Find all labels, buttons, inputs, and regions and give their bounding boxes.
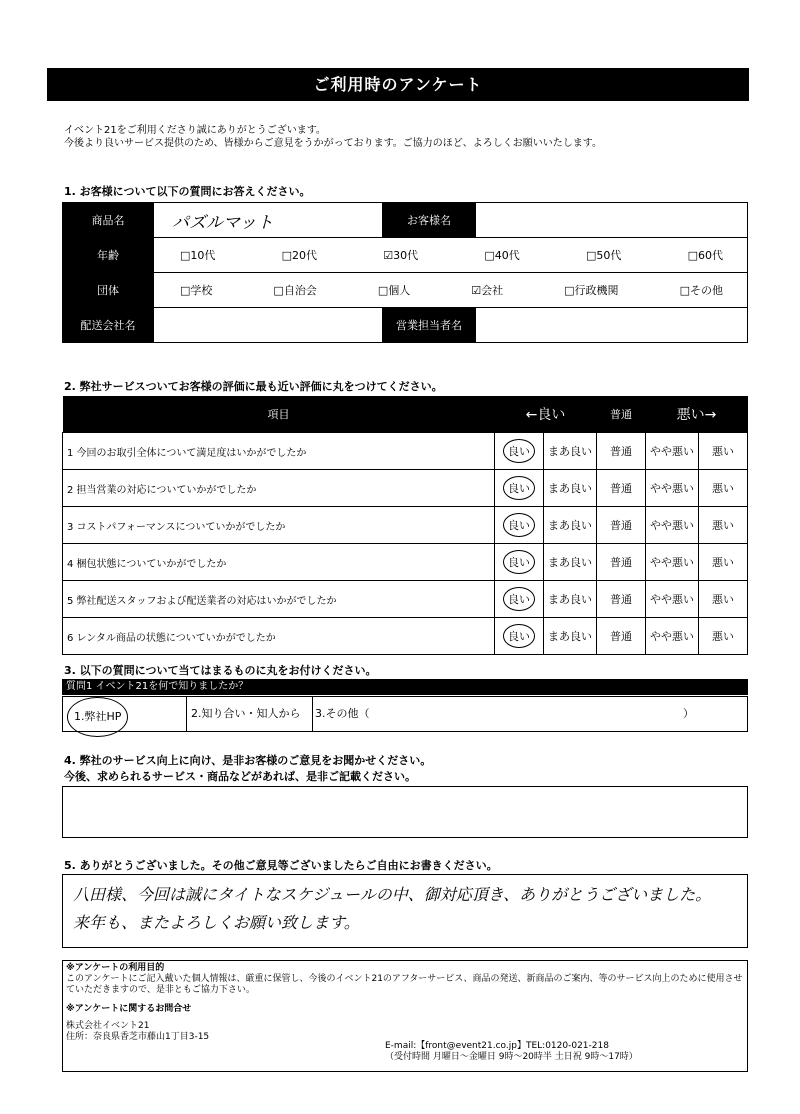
rating-normal-label: 普通 [610, 445, 632, 458]
free-comment-field[interactable] [62, 874, 748, 948]
purpose-title: ※アンケートの利用目的 [66, 963, 165, 973]
source-option-website-label: 1.弊社HP [67, 697, 128, 737]
rating-somewhat-bad-label: やや悪い [650, 519, 694, 532]
col-item-header: 項目 [63, 396, 495, 433]
rating-bad[interactable] [699, 618, 748, 655]
source-option-acquaintance[interactable]: 2.知り合い・知人から [187, 697, 313, 731]
rating-normal-label: 普通 [610, 593, 632, 606]
rating-bad-label: 悪い [712, 556, 734, 569]
rating-good[interactable] [495, 507, 544, 544]
rating-row [63, 618, 748, 655]
rating-good-label: 良い [503, 624, 535, 648]
rating-fairly-good[interactable] [544, 618, 597, 655]
rating-normal[interactable] [597, 507, 646, 544]
rating-normal[interactable] [597, 581, 646, 618]
product-value: パズルマット [172, 212, 274, 233]
section3-options [62, 696, 748, 732]
rating-somewhat-bad[interactable] [646, 433, 699, 470]
group-option-individual[interactable]: □個人 [377, 284, 411, 297]
rating-question: 4 梱包状態についていかがでしたか [63, 544, 495, 581]
notes-box [62, 960, 748, 1072]
rating-fairly-good-label: まあ良い [548, 556, 592, 569]
rating-fairly-good[interactable] [544, 544, 597, 581]
col-good-header: ←良い [495, 396, 597, 433]
rating-bad-label: 悪い [712, 593, 734, 606]
rating-somewhat-bad-label: やや悪い [650, 630, 694, 643]
source-option-other-close: ） [683, 707, 694, 720]
rating-somewhat-bad[interactable] [646, 544, 699, 581]
rating-bad[interactable] [699, 507, 748, 544]
rating-somewhat-bad[interactable] [646, 581, 699, 618]
rating-normal-label: 普通 [610, 519, 632, 532]
rating-bad-label: 悪い [712, 630, 734, 643]
section4-heading-2: 今後、求められるサービス・商品などがあれば、是非ご記載ください。 [64, 770, 416, 783]
rating-bad-label: 悪い [712, 482, 734, 495]
group-label: 団体 [63, 273, 154, 308]
rating-row [63, 507, 748, 544]
rating-bad-label: 悪い [712, 519, 734, 532]
product-field[interactable] [154, 203, 383, 238]
rating-fairly-good-label: まあ良い [548, 445, 592, 458]
group-options [154, 273, 748, 308]
purpose-text: このアンケートにご記入戴いた個人情報は、厳重に保管し、今後のイベント21のアフターサービス、商品の発送、新商品のご案内、等のサービス向上のために使用させていただきますので、是非ともご協力下さい。 [66, 974, 743, 995]
company-address: 住所：奈良県香芝市藤山1丁目3-15 [66, 1032, 210, 1042]
col-normal-header: 普通 [597, 396, 646, 433]
rating-normal[interactable] [597, 544, 646, 581]
rating-table [62, 396, 748, 655]
rating-question: 1 今回のお取引全体について満足度はいかがでしたか [63, 433, 495, 470]
rating-question: 5 弊社配送スタッフおよび配送業者の対応はいかがでしたか [63, 581, 495, 618]
rating-bad[interactable] [699, 544, 748, 581]
section3-heading: 3. 以下の質問について当てはまるものに丸をお付けください。 [64, 664, 377, 677]
section4-heading-1: 4. 弊社のサービス向上に向け、是非お客様のご意見をお聞かせください。 [64, 754, 432, 767]
rating-fairly-good[interactable] [544, 433, 597, 470]
page-title: ご利用時のアンケート [47, 68, 749, 101]
group-option-school[interactable]: □学校 [180, 284, 213, 297]
customer-name-field[interactable] [476, 203, 748, 238]
group-option-government[interactable]: □行政機関 [564, 284, 619, 297]
comment-line-1: 八田様、今回は誠にタイトなスケジュールの中、御対応頂き、ありがとうございました。 [73, 885, 712, 904]
col-bad-header: 悪い→ [646, 396, 748, 433]
age-option-50s[interactable]: □50代 [585, 249, 622, 262]
shipping-company-label: 配送会社名 [63, 308, 154, 343]
customer-info-table [62, 202, 748, 343]
rating-bad-label: 悪い [712, 445, 734, 458]
rating-somewhat-bad-label: やや悪い [650, 482, 694, 495]
rating-good-label: 良い [503, 513, 535, 537]
rating-normal-label: 普通 [610, 556, 632, 569]
rating-somewhat-bad-label: やや悪い [650, 556, 694, 569]
rating-somewhat-bad-label: やや悪い [650, 445, 694, 458]
section1-heading: 1. お客様について以下の質問にお答えください。 [64, 185, 311, 198]
rating-fairly-good[interactable] [544, 470, 597, 507]
age-option-30s[interactable]: ☑30代 [383, 249, 419, 262]
age-options [154, 238, 748, 273]
intro-line-2: 今後より良いサービス提供のため、皆様からご意見をうかがっております。ご協力のほど、よろしくお願いいたします。 [64, 138, 602, 149]
group-option-other[interactable]: □その他 [679, 284, 723, 297]
rating-somewhat-bad[interactable] [646, 470, 699, 507]
rating-bad[interactable] [699, 581, 748, 618]
company-name: 株式会社イベント21 [66, 1021, 150, 1031]
rating-question: 3 コストパフォーマンスについていかがでしたか [63, 507, 495, 544]
rating-row [63, 470, 748, 507]
rating-somewhat-bad[interactable] [646, 507, 699, 544]
rating-fairly-good[interactable] [544, 581, 597, 618]
rating-good-label: 良い [503, 587, 535, 611]
intro-line-1: イベント21をご利用くださり誠にありがとうございます。 [64, 125, 326, 136]
group-option-company[interactable]: ☑会社 [471, 284, 504, 297]
age-option-40s[interactable]: □40代 [484, 249, 520, 262]
age-option-20s[interactable]: □20代 [281, 249, 318, 262]
section2-heading: 2. 弊社サービスついてお客様の評価に最も近い評価に丸をつけてください。 [64, 380, 443, 393]
rating-good[interactable] [495, 433, 544, 470]
rating-row [63, 581, 748, 618]
rating-normal[interactable] [597, 433, 646, 470]
rating-somewhat-bad[interactable] [646, 618, 699, 655]
section5-heading: 5. ありがとうございました。その他ご意見等ございましたらご自由にお書きください。 [64, 859, 498, 872]
sales-rep-field[interactable] [476, 308, 748, 343]
customer-name-label: お客様名 [383, 203, 476, 238]
rating-somewhat-bad-label: やや悪い [650, 593, 694, 606]
service-request-field[interactable] [62, 786, 748, 838]
rating-normal[interactable] [597, 618, 646, 655]
rating-fairly-good-label: まあ良い [548, 519, 592, 532]
rating-fairly-good-label: まあ良い [548, 630, 592, 643]
source-option-other[interactable]: 3.その他（ [315, 707, 370, 720]
rating-normal-label: 普通 [610, 630, 632, 643]
rating-good-label: 良い [503, 439, 535, 463]
rating-good[interactable] [495, 470, 544, 507]
age-option-60s[interactable]: □60代 [687, 249, 723, 262]
rating-fairly-good[interactable] [544, 507, 597, 544]
group-option-association[interactable]: □自治会 [273, 284, 317, 297]
product-label: 商品名 [63, 203, 154, 238]
rating-normal[interactable] [597, 470, 646, 507]
age-option-10s[interactable]: □10代 [180, 249, 216, 262]
sales-rep-label: 営業担当者名 [383, 308, 476, 343]
rating-row [63, 544, 748, 581]
rating-bad[interactable] [699, 470, 748, 507]
comment-line-2: 来年も、またよろしくお願い致します。 [73, 913, 360, 932]
rating-normal-label: 普通 [610, 482, 632, 495]
rating-good-label: 良い [503, 476, 535, 500]
rating-good[interactable] [495, 544, 544, 581]
rating-good[interactable] [495, 618, 544, 655]
rating-row [63, 433, 748, 470]
rating-good[interactable] [495, 581, 544, 618]
contact-hours: （受付時間 月曜日～金曜日 9時～20時半 土日祝 9時～17時） [385, 1052, 638, 1062]
contact-title: ※アンケートに関するお問合せ [66, 1004, 192, 1014]
section3-question: 質問1 イベント21を何で知りましたか？ [62, 679, 748, 695]
rating-question: 2 担当営業の対応についていかがでしたか [63, 470, 495, 507]
rating-good-label: 良い [503, 550, 535, 574]
rating-fairly-good-label: まあ良い [548, 593, 592, 606]
age-label: 年齢 [63, 238, 154, 273]
rating-bad[interactable] [699, 433, 748, 470]
source-option-website[interactable] [63, 697, 187, 731]
shipping-company-field[interactable] [154, 308, 383, 343]
rating-question: 6 レンタル商品の状態についていかがでしたか [63, 618, 495, 655]
rating-fairly-good-label: まあ良い [548, 482, 592, 495]
contact-email-tel: E-mail:【front@event21.co.jp】TEL:0120-021-218 [385, 1041, 609, 1051]
